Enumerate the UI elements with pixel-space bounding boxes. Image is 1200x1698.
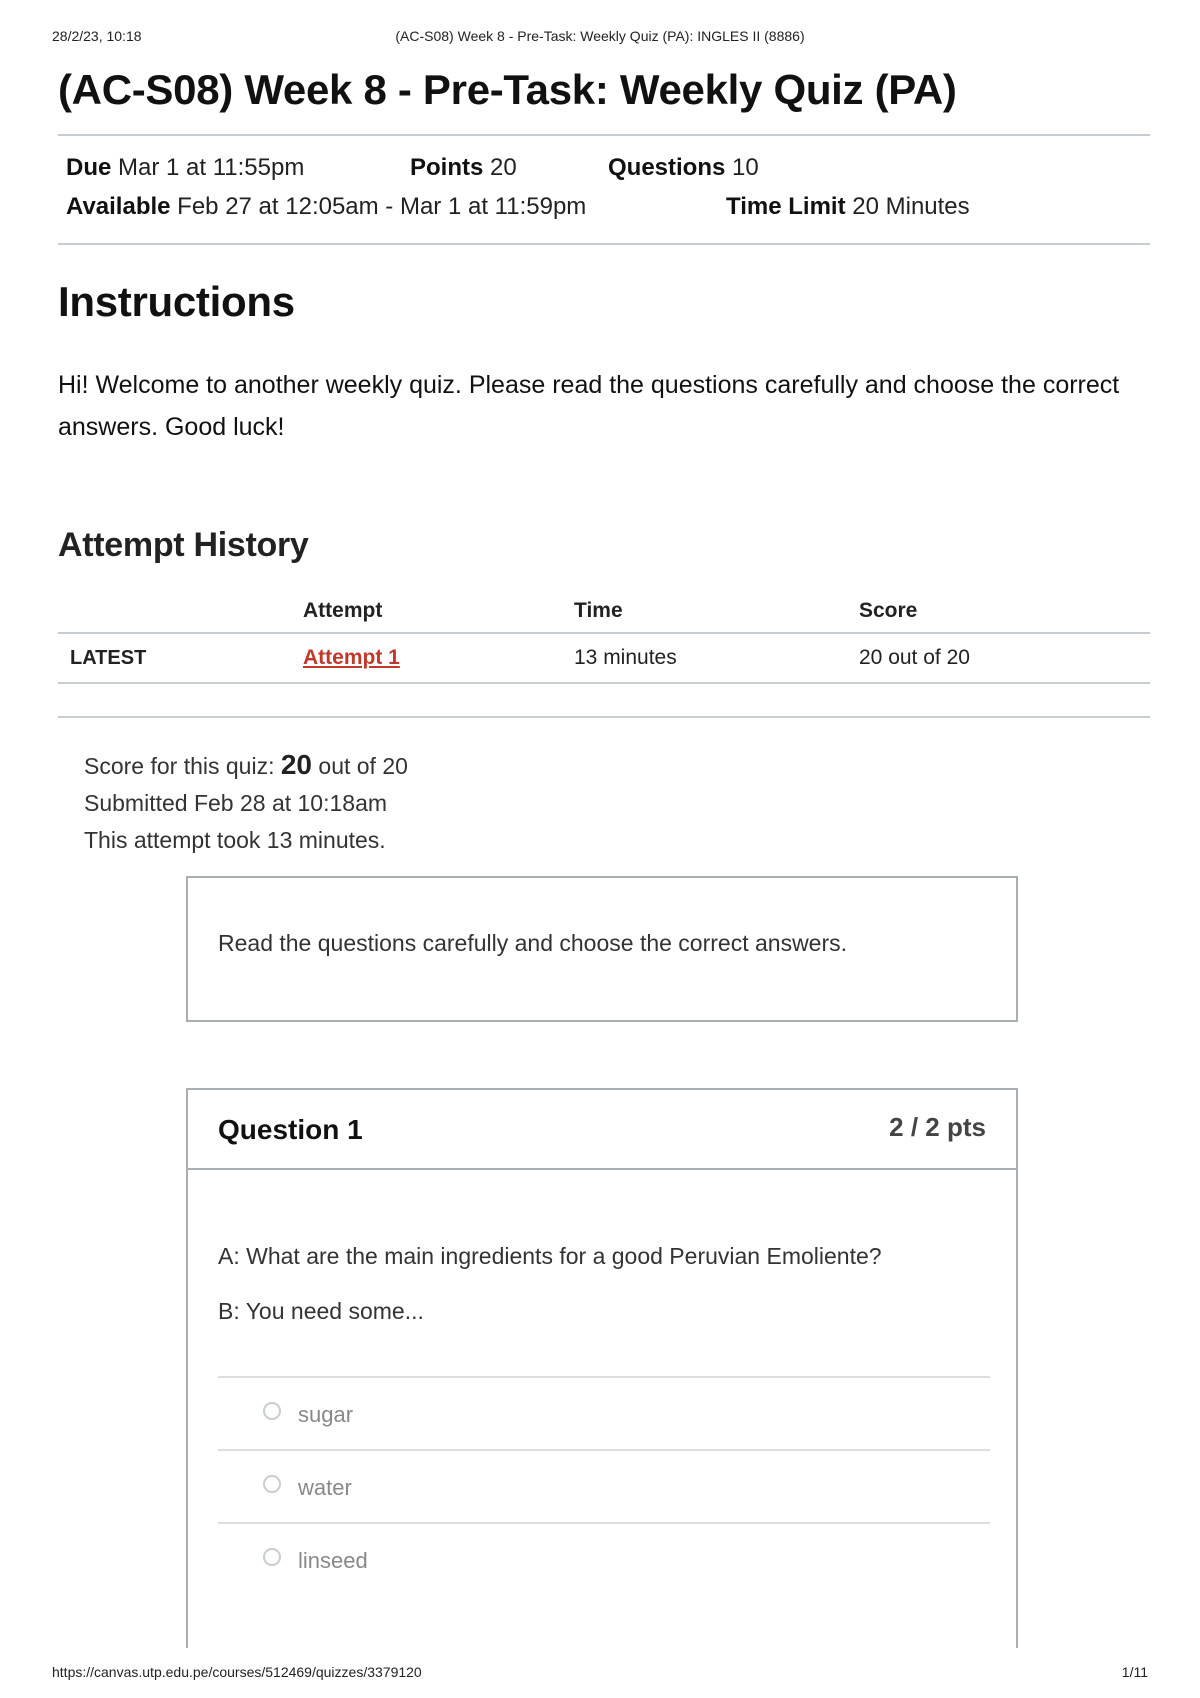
score-line: [84, 746, 408, 785]
column-header: [58, 590, 291, 633]
available-meta: [66, 193, 586, 221]
attempt-history-heading: Attempt History: [58, 526, 309, 564]
questions-meta: [608, 154, 759, 182]
column-header-time: Time: [562, 590, 847, 633]
print-footer: [52, 1664, 1148, 1684]
available-value: Feb 27 at 12:05am - Mar 1 at 11:59pm: [177, 193, 587, 220]
time-limit-meta: [726, 193, 970, 221]
submitted-text: Submitted Feb 28 at 10:18am: [84, 790, 388, 816]
attempt-time: 13 minutes: [562, 633, 847, 683]
print-url: https://canvas.utp.edu.pe/courses/512469/quizzes/3379120: [52, 1664, 422, 1680]
due-value: Mar 1 at 11:55pm: [118, 154, 305, 181]
radio-button[interactable]: [263, 1402, 281, 1420]
table-header-row: [58, 590, 1150, 633]
print-header: [52, 28, 1148, 48]
time-limit-value: 20 Minutes: [852, 193, 970, 220]
divider: [58, 134, 1150, 136]
divider: [58, 716, 1150, 718]
answer-option[interactable]: [218, 1522, 990, 1595]
attempt-status: LATEST: [58, 633, 291, 683]
attempt-score: 20 out of 20: [847, 633, 1150, 683]
answer-label: water: [298, 1475, 352, 1500]
attempt-link[interactable]: Attempt 1: [303, 646, 400, 669]
time-limit-label: Time Limit: [726, 193, 846, 220]
instructions-text: Hi! Welcome to another weekly quiz. Please read the questions carefully and choose the correct answers. Good luck!: [58, 371, 1120, 441]
question-header: [188, 1090, 1016, 1170]
points-label: Points: [410, 154, 484, 181]
question-text-a: A: What are the main ingredients for a good Peruvian Emoliente?: [218, 1243, 882, 1269]
instructions-heading: Instructions: [58, 278, 295, 325]
due-meta: [66, 154, 304, 182]
answer-label: linseed: [298, 1548, 368, 1573]
table-row: [58, 633, 1150, 683]
print-document-title: (AC-S08) Week 8 - Pre-Task: Weekly Quiz (PA): INGLES II (8886): [395, 28, 805, 44]
question-card: [186, 1088, 1018, 1648]
quiz-description-box: [186, 876, 1018, 1022]
due-label: Due: [66, 154, 112, 181]
radio-button[interactable]: [263, 1475, 281, 1493]
radio-button[interactable]: [263, 1548, 281, 1566]
points-value: 20: [490, 154, 517, 181]
answer-option[interactable]: [218, 1449, 990, 1522]
answer-list: [218, 1376, 990, 1595]
attempt-cell: [291, 633, 562, 683]
score-summary: [84, 746, 408, 859]
answer-label: sugar: [298, 1402, 354, 1427]
points-meta: [410, 154, 517, 182]
column-header-score: Score: [847, 590, 1150, 633]
score-label: Score for this quiz:: [84, 753, 275, 779]
question-points: 2 / 2 pts: [889, 1112, 986, 1142]
page-title: (AC-S08) Week 8 - Pre-Task: Weekly Quiz (PA): [58, 66, 957, 113]
available-label: Available: [66, 193, 171, 220]
questions-value: 10: [732, 154, 759, 181]
questions-label: Questions: [608, 154, 726, 181]
answer-option[interactable]: [218, 1376, 990, 1449]
attempt-history-table: [58, 590, 1150, 684]
print-page-number: 1/11: [1121, 1664, 1148, 1680]
attempt-duration-text: This attempt took 13 minutes.: [84, 827, 386, 853]
print-date: 28/2/23, 10:18: [52, 28, 142, 44]
quiz-description-text: Read the questions carefully and choose the correct answers.: [218, 930, 848, 956]
score-out-of: out of 20: [318, 753, 408, 779]
score-value: 20: [280, 749, 313, 780]
question-text-b: B: You need some...: [218, 1298, 424, 1324]
divider: [58, 243, 1150, 245]
column-header-attempt: Attempt: [291, 590, 562, 633]
question-title: Question 1: [218, 1114, 363, 1145]
